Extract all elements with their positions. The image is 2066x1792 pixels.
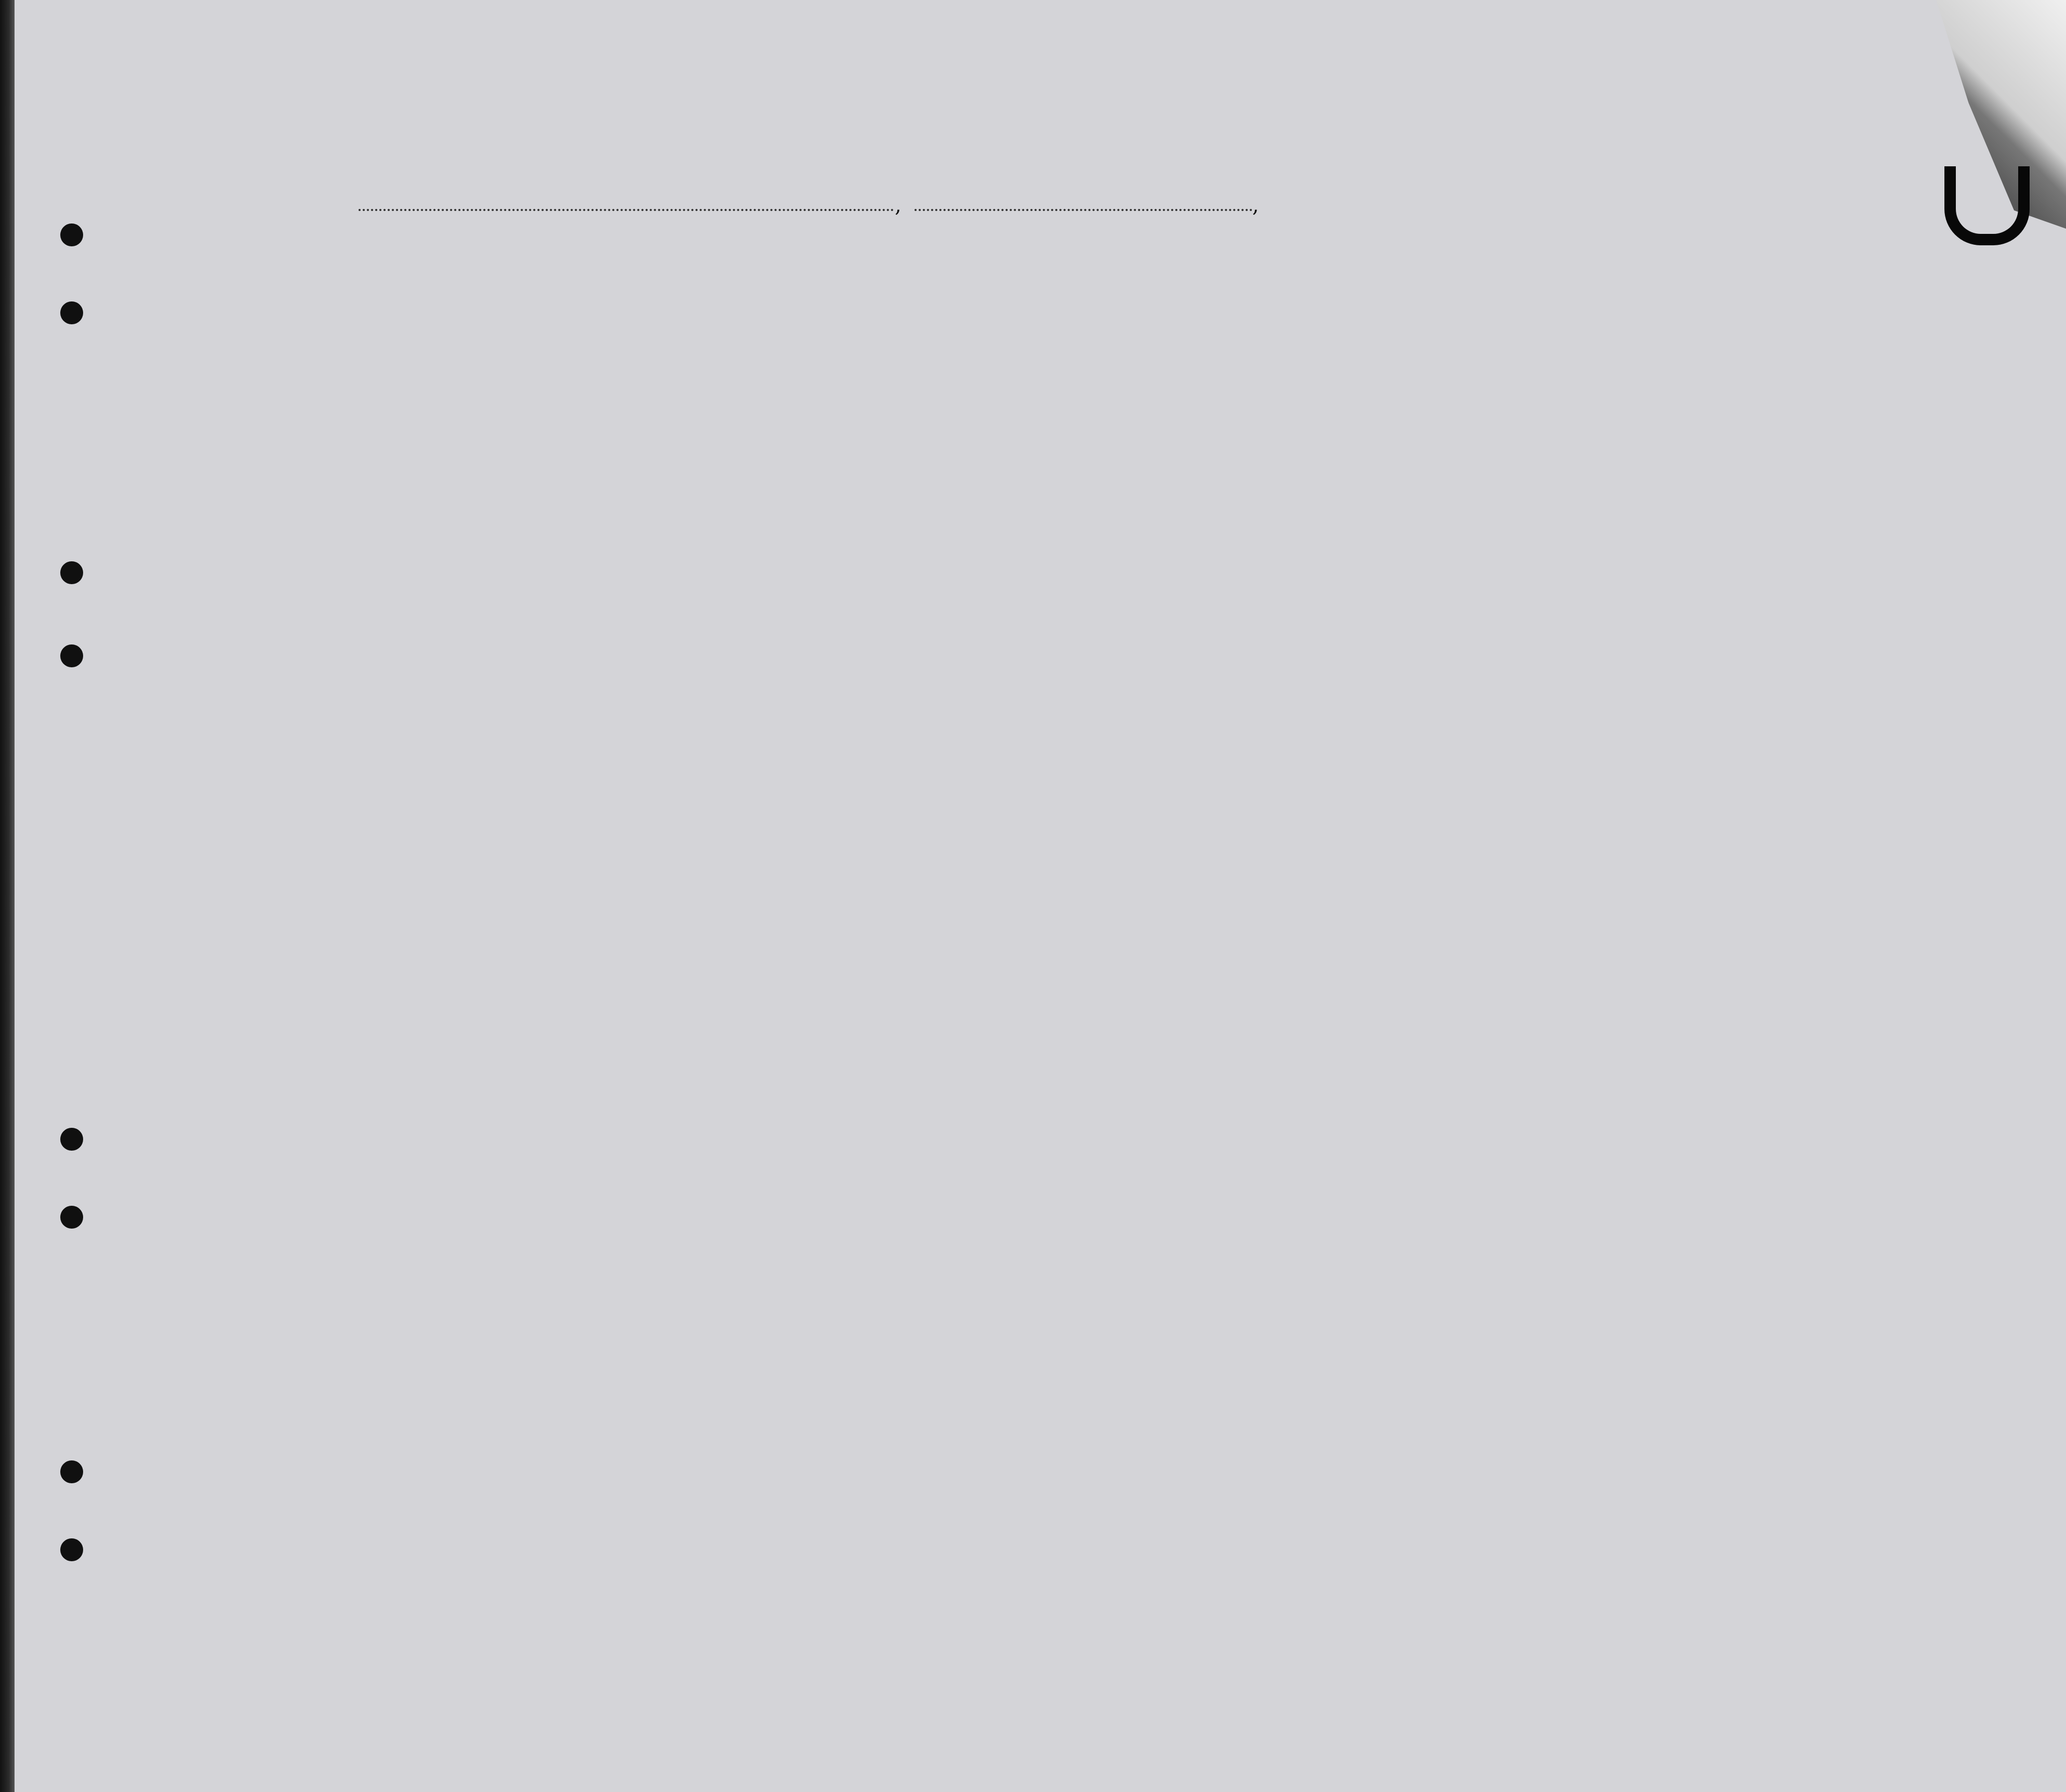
comma: ,	[895, 193, 902, 217]
comma: ,	[1252, 193, 1259, 217]
